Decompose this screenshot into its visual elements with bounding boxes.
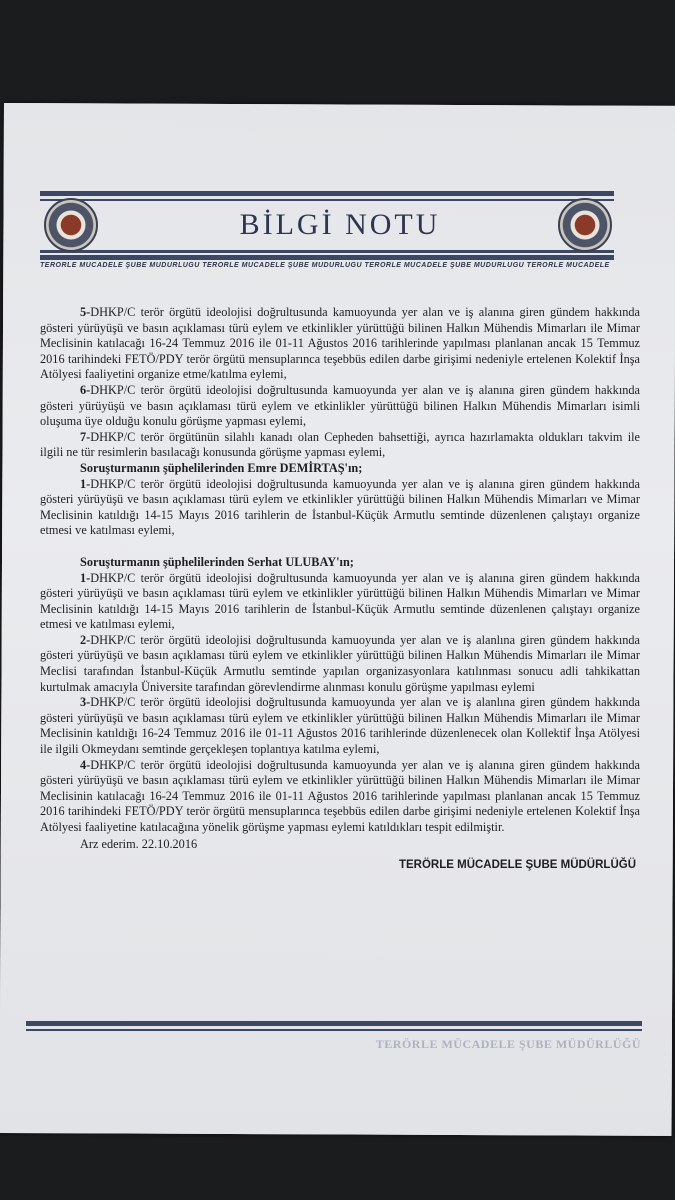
header-band-top-thin [40, 199, 614, 201]
footer-band-top [26, 1021, 642, 1026]
emblem-right-icon [558, 198, 612, 252]
paragraph-ulubay-2: 2-DHKP/C terör örgütü ideolojisi doğrultusunda kamuoyunda yer alan ve iş alanlına giren gündem hakkında gösteri yürüyüşü ve basın açıklaması türü eylem ve etkinlikler yürüttüğü bilinen Halkın Mühendis Mimarları ile Mimar Meclisi tarafından İstanbul-Küçük Armutlu semtinde yapılan organizasyonlara katılınması sonucu adli tahkikattan kurtulmak amacıyla Üniversite tarafından görevlendirme alınması konulu görüşme yapılması eylemi [40, 632, 640, 694]
header-tagline: TERÖRLE MÜCADELE ŞUBE MÜDÜRLÜĞÜ TERÖRLE MÜCADELE ŞUBE MÜDÜRLÜĞÜ TERÖRLE MÜCADELE ŞUBE MÜDÜRLÜĞÜ TERÖRLE MÜCADELE [40, 262, 610, 269]
paragraph-7: 7-DHKP/C terör örgütünün silahlı kanadı olan Cepheden bahsettiği, ayrıca hazırlamakta oldukları takvim ile ilgili ne tür resimlerin basılacağı konusunda görüşme yapması eylemi, [40, 429, 640, 460]
header-band-top [40, 191, 614, 196]
closing-line: Arz ederim. 22.10.2016 [80, 836, 198, 851]
header-band-bottom-thin [40, 250, 614, 253]
paragraph-ulubay-1: 1-DHKP/C terör örgütü ideolojisi doğrultusunda kamuoyunda yer alan ve iş alanına giren gündem hakkında gösteri yürüyüşü ve basın açıklaması türü eylem ve etkinlikler yürüttüğü bilinen Halkın Mühendis Mimarları ve Mimar Meclisinin katıldığı 14-15 Mayıs 2016 tarihlerin de İstanbul-Küçük Armutlu semtinde düzenlenen çalıştayı organize etmesi ve katılması eylemi, [40, 570, 640, 632]
paragraph-6: 6-DHKP/C terör örgütü ideolojisi doğrultusunda kamuoyunda yer alan ve iş alanına giren gündem hakkında gösteri yürüyüşü ve basın açıklaması türü eylem ve etkinlikler yürüttüğü bilinen Halkın Mühendis Mimarları isimli oluşuma üye olduğu konulu görüşme yapması eylemi, [40, 382, 640, 429]
header-band-bottom [40, 255, 614, 260]
suspect-heading-demirtas: Soruşturmanın şüphelilerinden Emre DEMİRTAŞ'ın; [80, 460, 363, 475]
footer-band-thin [26, 1029, 642, 1031]
paragraph-5: 5-DHKP/C terör örgütü ideolojisi doğrultusunda kamuoyunda yer alan ve iş alanına giren gündem hakkında gösteri yürüyüşü ve basın açıklaması türü eylem ve etkinlikler yürüttüğü bilinen Halkın Mühendis Mimarları ile Mimar Meclisinin katılacağı 16-24 Temmuz 2016 ile 01-11 Ağustos 2016 tarihlerinde yapılması planlanan ancak 15 Temmuz 2016 tarihindeki FETÖ/PDY terör örgütü mensuplarınca teşebbüs edilen darbe girişimi nedeniyle ertelenen Kolektif İnşa Atölyesi faaliyetini organize etme/katılma eylemi, [40, 305, 640, 382]
signature-block: TERÖRLE MÜCADELE ŞUBE MÜDÜRLÜĞÜ [398, 859, 636, 872]
document-title: BİLGİ NOTU [239, 208, 441, 241]
footer-text: TERÖRLE MÜCADELE ŞUBE MÜDÜRLÜĞÜ [375, 1037, 641, 1051]
paragraph-ulubay-4: 4-DHKP/C terör örgütü ideolojisi doğrultusunda kamuoyunda yer alan ve iş alanına giren gündem hakkında gösteri yürüyüşü ve basın açıklaması türü eylem ve etkinlikler yürüttüğü bilinen Halkın Mühendis Mimarları ile Mimar Meclisinin katılacağı 16-24 Temmuz 2016 ile 01-11 Ağustos 2016 tarihlerinde yapılması planlanan ancak 15 Temmuz 2016 tarihindeki FETÖ/PDY terör örgütü mensuplarınca teşebbüs edilen darbe girişimi nedeniyle ertelenen Kolektif İnşa Atölyesi faaliyetine katılacağına yönelik görüşme yapması eylemi katıldıkları tespit edilmiştir. [40, 757, 640, 834]
paragraph-demirtas-1: 1-DHKP/C terör örgütü ideolojisi doğrultusunda kamuoyunda yer alan ve iş alanına giren gündem hakkında gösteri yürüyüşü ve basın açıklaması türü eylem ve etkinlikler yürüttüğü bilinen Halkın Mühendis Mimarları ve Mimar Meclisinin katıldığı 14-15 Mayıs 2016 tarihlerin de İstanbul-Küçük Armutlu semtinde düzenlenen çalıştayı organize etmesi ve katılması eylemi, [40, 476, 640, 538]
document-body [40, 305, 640, 874]
paragraph-ulubay-3: 3-DHKP/C terör örgütü ideolojisi doğrultusunda kamuoyunda yer alan ve iş alanlına giren gündem hakkında gösteri yürüyüşü ve basın açıklaması türü eylem ve etkinlikler yürüttüğü bilinen Halkın Mühendis Mimarları ile Mimar Meclisinin katıldığı 16-24 Temmuz 2016 ile 01-11 Ağustos 2016 tarihlerinde düzenlenecek olan Kollektif İnşa Atölyesi ile ilgili Okmeydanı semtinde gerçekleşen toplantıya katılma eylemi, [40, 695, 640, 757]
emblem-left-icon [44, 198, 98, 252]
suspect-heading-ulubay: Soruşturmanın şüphelilerinden Serhat ULUBAY'ın; [80, 554, 354, 569]
